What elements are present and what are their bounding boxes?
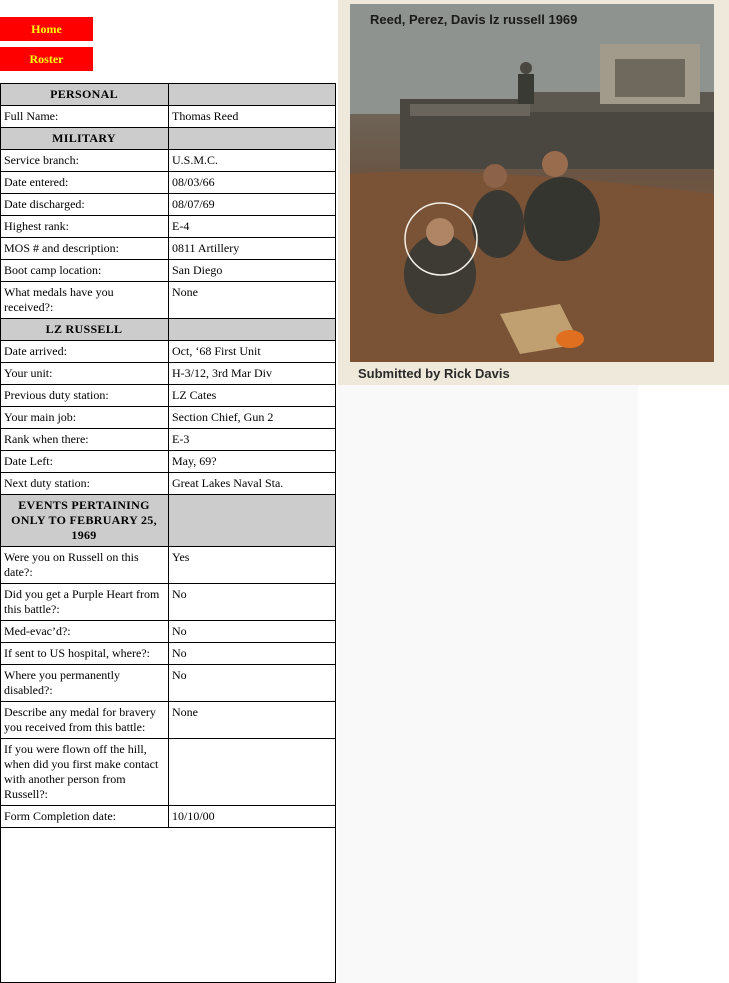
lz-russell-photo (350, 4, 714, 362)
section-header-row (1, 128, 335, 150)
form-row (1, 806, 335, 828)
field-value: 08/03/66 (169, 172, 336, 194)
field-value: E-3 (169, 429, 336, 451)
field-value: No (169, 584, 336, 621)
veteran-form (0, 83, 336, 983)
field-label: If you were flown off the hill, when did you first make contact with another person from Russell?: (1, 739, 169, 806)
field-label: If sent to US hospital, where?: (1, 643, 169, 665)
field-label: Describe any medal for bravery you received from this battle: (1, 702, 169, 739)
form-row (1, 363, 335, 385)
field-label: Your main job: (1, 407, 169, 429)
field-label: Date arrived: (1, 341, 169, 363)
field-label: Next duty station: (1, 473, 169, 495)
field-label: Were you on Russell on this date?: (1, 547, 169, 584)
field-value: None (169, 702, 336, 739)
form-row (1, 621, 335, 643)
field-value: Oct, ‘68 First Unit (169, 341, 336, 363)
field-value: Yes (169, 547, 336, 584)
field-label: Rank when there: (1, 429, 169, 451)
empty-panel (338, 385, 638, 983)
field-value: No (169, 643, 336, 665)
form-row (1, 451, 335, 473)
field-label: Date Left: (1, 451, 169, 473)
section-header-row (1, 495, 335, 547)
field-label: Full Name: (1, 106, 169, 128)
field-label: Where you permanently disabled?: (1, 665, 169, 702)
form-row (1, 341, 335, 363)
field-value: LZ Cates (169, 385, 336, 407)
form-row (1, 106, 335, 128)
form-row (1, 429, 335, 451)
form-row (1, 172, 335, 194)
field-value: U.S.M.C. (169, 150, 336, 172)
photo-frame (338, 0, 729, 385)
field-value: No (169, 665, 336, 702)
form-row (1, 194, 335, 216)
form-row (1, 584, 335, 621)
photo-scene (350, 4, 714, 362)
field-value: E-4 (169, 216, 336, 238)
field-label: Your unit: (1, 363, 169, 385)
field-value: San Diego (169, 260, 336, 282)
field-label: Boot camp location: (1, 260, 169, 282)
form-row (1, 238, 335, 260)
field-label: What medals have you received?: (1, 282, 169, 319)
section-title: MILITARY (1, 128, 169, 150)
photo-credit: Submitted by Rick Davis (358, 366, 510, 381)
section-title-spacer (169, 319, 336, 341)
form-row (1, 282, 335, 319)
field-label: Med-evac’d?: (1, 621, 169, 643)
field-value: Great Lakes Naval Sta. (169, 473, 336, 495)
field-value: No (169, 621, 336, 643)
section-title: EVENTS PERTAINING ONLY TO FEBRUARY 25, 1969 (1, 495, 169, 547)
field-value: Section Chief, Gun 2 (169, 407, 336, 429)
form-row (1, 216, 335, 238)
field-value (169, 739, 336, 806)
form-row (1, 473, 335, 495)
form-row (1, 260, 335, 282)
field-label: Previous duty station: (1, 385, 169, 407)
field-label: Date discharged: (1, 194, 169, 216)
field-value: May, 69? (169, 451, 336, 473)
section-title-spacer (169, 495, 336, 547)
field-value: 08/07/69 (169, 194, 336, 216)
field-value: Thomas Reed (169, 106, 336, 128)
home-button[interactable]: Home (0, 17, 93, 41)
field-value: None (169, 282, 336, 319)
field-label: Date entered: (1, 172, 169, 194)
roster-button[interactable]: Roster (0, 47, 93, 71)
field-label: Service branch: (1, 150, 169, 172)
section-title-spacer (169, 128, 336, 150)
section-title: PERSONAL (1, 84, 169, 106)
field-label: MOS # and description: (1, 238, 169, 260)
field-label: Form Completion date: (1, 806, 169, 828)
form-row (1, 702, 335, 739)
veteran-form-table (1, 84, 335, 828)
field-label: Highest rank: (1, 216, 169, 238)
form-row (1, 385, 335, 407)
section-title: LZ RUSSELL (1, 319, 169, 341)
section-header-row (1, 319, 335, 341)
field-value: 0811 Artillery (169, 238, 336, 260)
form-row (1, 150, 335, 172)
section-header-row (1, 84, 335, 106)
field-value: H-3/12, 3rd Mar Div (169, 363, 336, 385)
photo-caption: Reed, Perez, Davis lz russell 1969 (370, 12, 578, 27)
form-row (1, 407, 335, 429)
form-row (1, 739, 335, 806)
field-label: Did you get a Purple Heart from this battle?: (1, 584, 169, 621)
section-title-spacer (169, 84, 336, 106)
form-row (1, 547, 335, 584)
form-row (1, 643, 335, 665)
form-row (1, 665, 335, 702)
field-value: 10/10/00 (169, 806, 336, 828)
